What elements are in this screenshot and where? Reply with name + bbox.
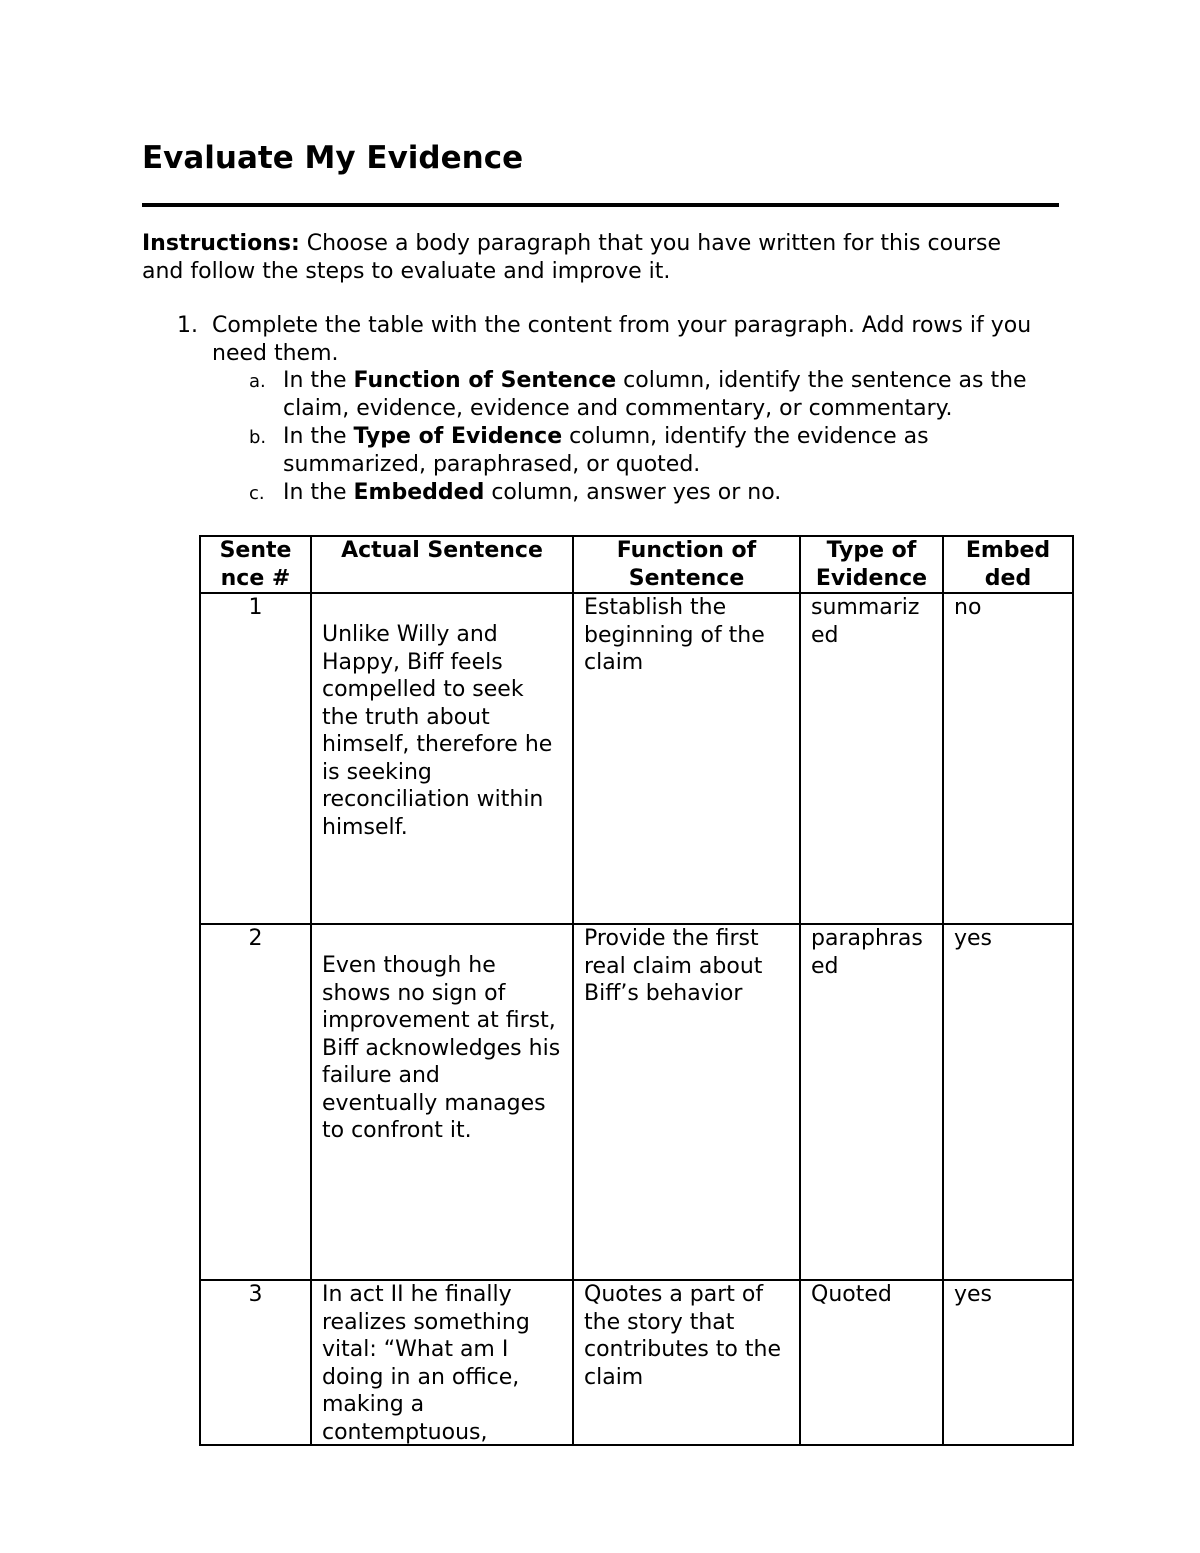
header-actual-sentence: Actual Sentence [311, 536, 573, 593]
substep-bold: Type of Evidence [353, 424, 563, 449]
page-title: Evaluate My Evidence [142, 140, 524, 176]
instructions-paragraph [142, 230, 1042, 285]
substep-c [249, 479, 1063, 507]
substep-bold: Embedded [353, 480, 485, 505]
substep-text: column, identify the evidence as summarized, paraphrased, or quoted. [283, 424, 929, 477]
cell-evidence-type[interactable]: paraphras ed [800, 924, 943, 1280]
cell-sentence-number[interactable]: 2 [200, 924, 311, 1280]
substep-b [249, 423, 1063, 479]
substep-bold: Function of Sentence [353, 368, 617, 393]
cell-embedded[interactable]: no [943, 593, 1073, 924]
step-1 [142, 312, 1059, 507]
cell-actual-sentence[interactable]: Even though he shows no sign of improvement at first, Biff acknowledges his failure and eventually manages to confront it. [311, 924, 573, 1280]
header-function-of-sentence: Function of Sentence [573, 536, 800, 593]
substep-marker: c. [249, 483, 265, 504]
step-text: Complete the table with the content from your paragraph. Add rows if you need them. [212, 313, 1032, 366]
substep-text: column, identify the sentence as the claim, evidence, evidence and commentary, or commentary. [283, 368, 1027, 421]
substep-marker: a. [249, 371, 266, 392]
table-header-row [200, 536, 1073, 593]
step-number: 1. [177, 313, 198, 338]
cell-embedded[interactable]: yes [943, 924, 1073, 1280]
table-row [200, 593, 1073, 924]
substep-text: In the [283, 424, 354, 449]
cell-embedded[interactable]: yes [943, 1280, 1073, 1445]
cell-sentence-number[interactable]: 1 [200, 593, 311, 924]
evidence-table [199, 535, 1074, 1446]
cell-evidence-type[interactable]: summariz ed [800, 593, 943, 924]
cell-actual-sentence[interactable] [311, 1280, 573, 1445]
cell-function[interactable]: Quotes a part of the story that contributes to the claim [573, 1280, 800, 1445]
cell-evidence-type[interactable]: Quoted [800, 1280, 943, 1445]
substep-text: In the [283, 480, 354, 505]
table-row [200, 1280, 1073, 1445]
cell-function[interactable]: Provide the first real claim about Biff’s behavior [573, 924, 800, 1280]
cell-actual-sentence[interactable]: Unlike Willy and Happy, Biff feels compelled to seek the truth about himself, therefore he is seeking reconciliation within himself. [311, 593, 573, 924]
header-sentence-number: Sente nce # [200, 536, 311, 593]
cell-function[interactable]: Establish the beginning of the claim [573, 593, 800, 924]
substep-marker: b. [249, 427, 267, 448]
substep-a [249, 367, 1063, 423]
instructions-text: Choose a body paragraph that you have written for this course and follow the steps to evaluate and improve it. [142, 231, 1002, 284]
header-type-of-evidence: Type of Evidence [800, 536, 943, 593]
cell-text: In act II he finally realizes something vital: “What am I doing in an office, making a contemptuous, [322, 1282, 530, 1444]
table-row [200, 924, 1073, 1280]
instructions-label: Instructions: [142, 231, 300, 256]
substep-text: In the [283, 368, 354, 393]
title-divider [142, 203, 1059, 207]
header-embedded: Embed ded [943, 536, 1073, 593]
cell-sentence-number[interactable]: 3 [200, 1280, 311, 1445]
substep-text: column, answer yes or no. [484, 480, 782, 505]
